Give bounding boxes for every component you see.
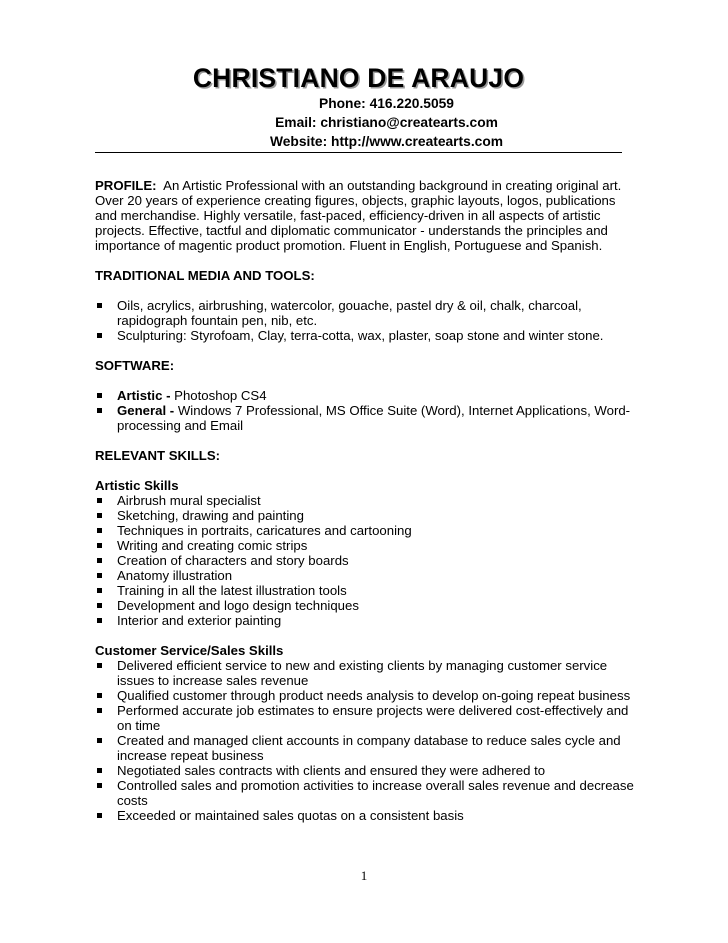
list-item: Anatomy illustration bbox=[95, 568, 640, 583]
profile-line: importance of magentic product promotion. Fluent in English, Portuguese and Spanish. bbox=[95, 238, 603, 253]
bullet-square-icon bbox=[97, 588, 102, 593]
bullet-square-icon bbox=[97, 573, 102, 578]
list-item: Sculpturing: Styrofoam, Clay, terra-cotta, wax, plaster, soap stone and winter stone. bbox=[95, 328, 640, 343]
traditional-media-heading: TRADITIONAL MEDIA AND TOOLS: bbox=[95, 268, 315, 283]
bullet-square-icon bbox=[97, 603, 102, 608]
list-item: Interior and exterior painting bbox=[95, 613, 640, 628]
artistic-skills-heading: Artistic Skills bbox=[95, 478, 179, 493]
contact-block bbox=[95, 94, 622, 151]
software-list bbox=[95, 388, 640, 433]
list-item: Development and logo design techniques bbox=[95, 598, 640, 613]
artistic-skills-list bbox=[95, 493, 640, 628]
list-item: Qualified customer through product needs analysis to develop on-going repeat business bbox=[95, 688, 640, 703]
profile-label: PROFILE: bbox=[95, 178, 157, 193]
profile-line: and merchandise. Highly versatile, fast-paced, efficiency-driven in all aspects of artistic bbox=[95, 208, 601, 223]
candidate-name: CHRISTIANO DE ARAUJO bbox=[192, 63, 525, 93]
list-item: Performed accurate job estimates to ensure projects were delivered cost-effectively and on time bbox=[95, 703, 640, 733]
bullet-square-icon bbox=[97, 693, 102, 698]
resume-body bbox=[95, 178, 640, 823]
profile-line: projects. Effective, tactful and diplomatic communicator - understands the principles and bbox=[95, 223, 608, 238]
list-item: Delivered efficient service to new and existing clients by managing customer service issues to increase sales revenue bbox=[95, 658, 640, 688]
software-category-label: General - bbox=[117, 403, 175, 418]
bullet-square-icon bbox=[97, 393, 102, 398]
bullet-square-icon bbox=[97, 498, 102, 503]
list-item: Exceeded or maintained sales quotas on a consistent basis bbox=[95, 808, 640, 823]
website-line: Website: http://www.createarts.com bbox=[269, 134, 504, 149]
customer-service-heading: Customer Service/Sales Skills bbox=[95, 643, 284, 658]
bullet-square-icon bbox=[97, 663, 102, 668]
software-category-label: Artistic - bbox=[117, 388, 171, 403]
bullet-square-icon bbox=[97, 303, 102, 308]
list-item: Created and managed client accounts in company database to reduce sales cycle and increase repeat business bbox=[95, 733, 640, 763]
bullet-square-icon bbox=[97, 783, 102, 788]
resume-header bbox=[95, 62, 622, 151]
list-item: Artistic - Photoshop CS4 bbox=[95, 388, 640, 403]
list-item: Airbrush mural specialist bbox=[95, 493, 640, 508]
customer-service-list bbox=[95, 658, 640, 823]
phone-line: Phone: 416.220.5059 bbox=[319, 96, 454, 111]
list-item: Creation of characters and story boards bbox=[95, 553, 640, 568]
bullet-square-icon bbox=[97, 618, 102, 623]
traditional-media-list bbox=[95, 298, 640, 343]
list-item: Training in all the latest illustration tools bbox=[95, 583, 640, 598]
list-item: Oils, acrylics, airbrushing, watercolor, gouache, pastel dry & oil, chalk, charcoal, rapidograph fountain pen, nib, etc. bbox=[95, 298, 640, 328]
profile-line: An Artistic Professional with an outstanding background in creating original art. bbox=[163, 178, 622, 193]
bullet-square-icon bbox=[97, 708, 102, 713]
page-number: 1 bbox=[360, 868, 368, 883]
bullet-square-icon bbox=[97, 738, 102, 743]
bullet-square-icon bbox=[97, 408, 102, 413]
list-item: Writing and creating comic strips bbox=[95, 538, 640, 553]
bullet-square-icon bbox=[97, 513, 102, 518]
profile-line: Over 20 years of experience creating figures, objects, graphic layouts, logos, publications bbox=[95, 193, 616, 208]
list-item: General - Windows 7 Professional, MS Office Suite (Word), Internet Applications, Word- processing and Email bbox=[95, 403, 640, 433]
list-item: Sketching, drawing and painting bbox=[95, 508, 640, 523]
email-line: Email: christiano@createarts.com bbox=[275, 115, 498, 130]
list-item: Techniques in portraits, caricatures and cartooning bbox=[95, 523, 640, 538]
bullet-square-icon bbox=[97, 558, 102, 563]
list-item: Negotiated sales contracts with clients and ensured they were adhered to bbox=[95, 763, 640, 778]
bullet-square-icon bbox=[97, 768, 102, 773]
bullet-square-icon bbox=[97, 543, 102, 548]
profile-section bbox=[95, 178, 640, 253]
header-divider bbox=[95, 152, 622, 153]
software-heading: SOFTWARE: bbox=[95, 358, 175, 373]
bullet-square-icon bbox=[97, 528, 102, 533]
list-item: Controlled sales and promotion activities to increase overall sales revenue and decrease costs bbox=[95, 778, 640, 808]
bullet-square-icon bbox=[97, 813, 102, 818]
bullet-square-icon bbox=[97, 333, 102, 338]
relevant-skills-heading: RELEVANT SKILLS: bbox=[95, 448, 221, 463]
